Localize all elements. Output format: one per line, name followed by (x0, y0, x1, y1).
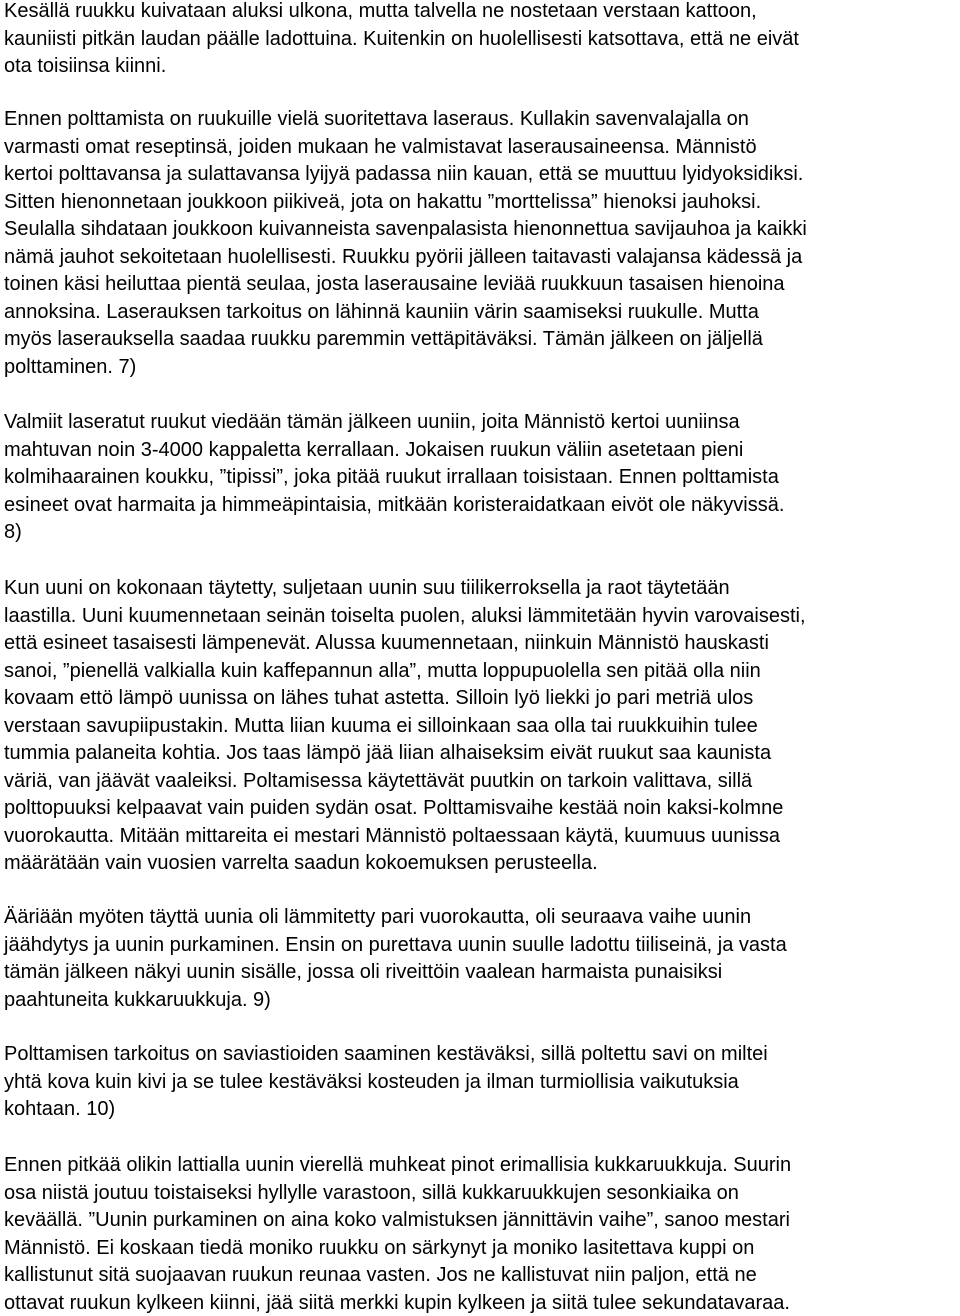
text-line: 8) (4, 521, 22, 543)
text-line: mahtuvan noin 3-4000 kappaletta kerrallaan. Jokaisen ruukun väliin asetetaan pieni (4, 438, 744, 461)
text-line: keväällä. ”Uunin purkaminen on aina koko valmistuksen jännittävin vaihe”, sanoo mestari (4, 1209, 790, 1231)
text-line: myös laserauksella saadaa ruukku paremmin vettäpitäväksi. Tämän jälkeen on jäljellä (4, 328, 763, 350)
text-line: että esineet tasaisesti lämpenevät. Alussa kuumennetaan, niinkuin Männistö hauskasti (4, 632, 769, 654)
text-line: osa niistä joutuu toistaiseksi hyllylle varastoon, sillä kukkaruukkujen sesonkiaika on (4, 1181, 739, 1204)
text-line: laastilla. Uuni kuumennetaan seinän toiselta puolen, aluksi lämmitetään hyvin varovaisesti, (4, 604, 806, 627)
text-line: vuorokautta. Mitään mittareita ei mestari Männistö poltaessaan käytä, kuumuus uunissa (4, 824, 780, 847)
text-line: tummia palaneita kohtia. Jos taas lämpö jää liian alhaiseksim eivät ruukut saa kaunista (4, 742, 772, 764)
text-line: kolmihaarainen koukku, ”tipissi”, joka pitää ruukut irrallaan toisistaan. Ennen polttamista (4, 466, 779, 488)
text-line: kallistunut sitä suojaavan ruukun reunaa vasten. Jos ne kallistuvat niin paljon, että ne (4, 1264, 757, 1286)
text-line: sanoi, ”pienellä valkialla kuin kaffepannun alla”, mutta loppupuolella sen pitää olla niin (4, 659, 761, 682)
text-line: tämän jälkeen näkyi uunin sisälle, jossa oli riveittöin vaalean harmaista punaisiksi (4, 961, 723, 983)
text-line: kertoi polttavansa ja sulattavansa lyijyä padassa niin kauan, että se muuttuu lyidyoksidiksi. (4, 163, 804, 185)
text-line: ottavat ruukun kylkeen kiinni, jää siitä merkki kupin kylkeen ja siitä tulee sekundatavaraa. (4, 1291, 790, 1314)
text-line: polttopuuksi kelpaavat vain puiden sydän osat. Polttamisvaihe kestää noin kaksi-kolmne (4, 797, 784, 819)
text-line: nämä jauhot sekoitetaan huolellisesti. Ruukku pyörii jälleen taitavasti valajansa kädessä ja (4, 245, 803, 268)
text-line: Sitten hienonnetaan joukkoon piikiveä, jota on hakattu ”morttelissa” hienoksi jauhoksi. (4, 190, 762, 213)
text-line: Ennen polttamista on ruukuille vielä suoritettava laseraus. Kullakin savenvalajalla on (4, 108, 749, 130)
text-line: toinen käsi heiluttaa pientä seulaa, josta laserausaine leviää ruukkuun tasaisen hienoina (4, 273, 785, 295)
paragraph-kiln-loading (4, 409, 960, 547)
text-line: verstaan savupiipustakin. Mutta liian kuuma ei silloinkaan saa olla tai ruukkuihin tulee (4, 714, 758, 737)
paragraph-cooling (4, 904, 960, 1014)
paragraph-unloading (4, 1152, 960, 1316)
text-line: väriä, van jäävät vaaleiksi. Poltamisessa käytettävät puutkin on tarkoin valittava, sillä (4, 769, 753, 792)
text-line: Ääriään myöten täyttä uunia oli lämmitetty pari vuorokautta, oli seuraava vaihe uunin (4, 906, 752, 928)
text-line: Seulalla sihdataan joukkoon kuivanneista savenpalasista hienonnettua savijauhoa ja kaikki (4, 218, 807, 240)
text-line: Polttamisen tarkoitus on saviastioiden saaminen kestäväksi, sillä poltettu savi on miltei (4, 1043, 768, 1065)
text-line: yhtä kova kuin kivi ja se tulee kestäväksi kosteuden ja ilman turmiollisia vaikutuksia (4, 1070, 739, 1093)
text-line: Kun uuni on kokonaan täytetty, suljetaan uunin suu tiilikerroksella ja raot täytetään (4, 577, 730, 599)
text-line: kohtaan. 10) (4, 1098, 116, 1120)
text-line: polttaminen. 7) (4, 355, 137, 378)
text-line: määrätään vain vuosien varrelta saadun kokoemuksen perusteella. (4, 852, 598, 874)
text-line: Valmiit laseratut ruukut viedään tämän jälkeen uuniin, joita Männistö kertoi uuniinsa (4, 411, 740, 433)
paragraph-glazing (4, 106, 960, 381)
text-line: esineet ovat harmaita ja himmeäpintaisia, mitkään koristeraidatkaan eivöt ole näkyvissä. (4, 493, 785, 516)
text-line: Männistö. Ei koskaan tiedä moniko ruukku on särkynyt ja moniko lasitettava kuppi on (4, 1236, 755, 1259)
text-line: varmasti omat reseptinsä, joiden mukaan he valmistavat laserausaineensa. Männistö (4, 135, 757, 158)
paragraph-drying (4, 0, 960, 81)
paragraph-firing (4, 575, 960, 878)
text-line: kovaam ettö lämpö uunissa on lähes tuhat astetta. Silloin lyö liekki jo pari metriä ulos (4, 687, 754, 709)
text-line: kauniisti pitkän laudan päälle ladottuina. Kuitenkin on huolellisesti katsottava, että ne eivät (4, 27, 799, 50)
text-line: jäähdytys ja uunin purkaminen. Ensin on purettava uunin suulle ladottu tiiliseinä, ja vasta (4, 933, 787, 956)
text-line: Ennen pitkää olikin lattialla uunin vierellä muhkeat pinot erimallisia kukkaruukkuja. Suurin (4, 1154, 792, 1176)
text-line: Kesällä ruukku kuivataan aluksi ulkona, mutta talvella ne nostetaan verstaan kattoon, (4, 0, 757, 22)
text-line: paahtuneita kukkaruukkuja. 9) (4, 988, 271, 1011)
text-line: annoksina. Laserauksen tarkoitus on lähinnä kauniin värin saamiseksi ruukulle. Mutta (4, 300, 759, 323)
text-line: ota toisiinsa kiinni. (4, 55, 167, 77)
paragraph-purpose (4, 1041, 960, 1124)
